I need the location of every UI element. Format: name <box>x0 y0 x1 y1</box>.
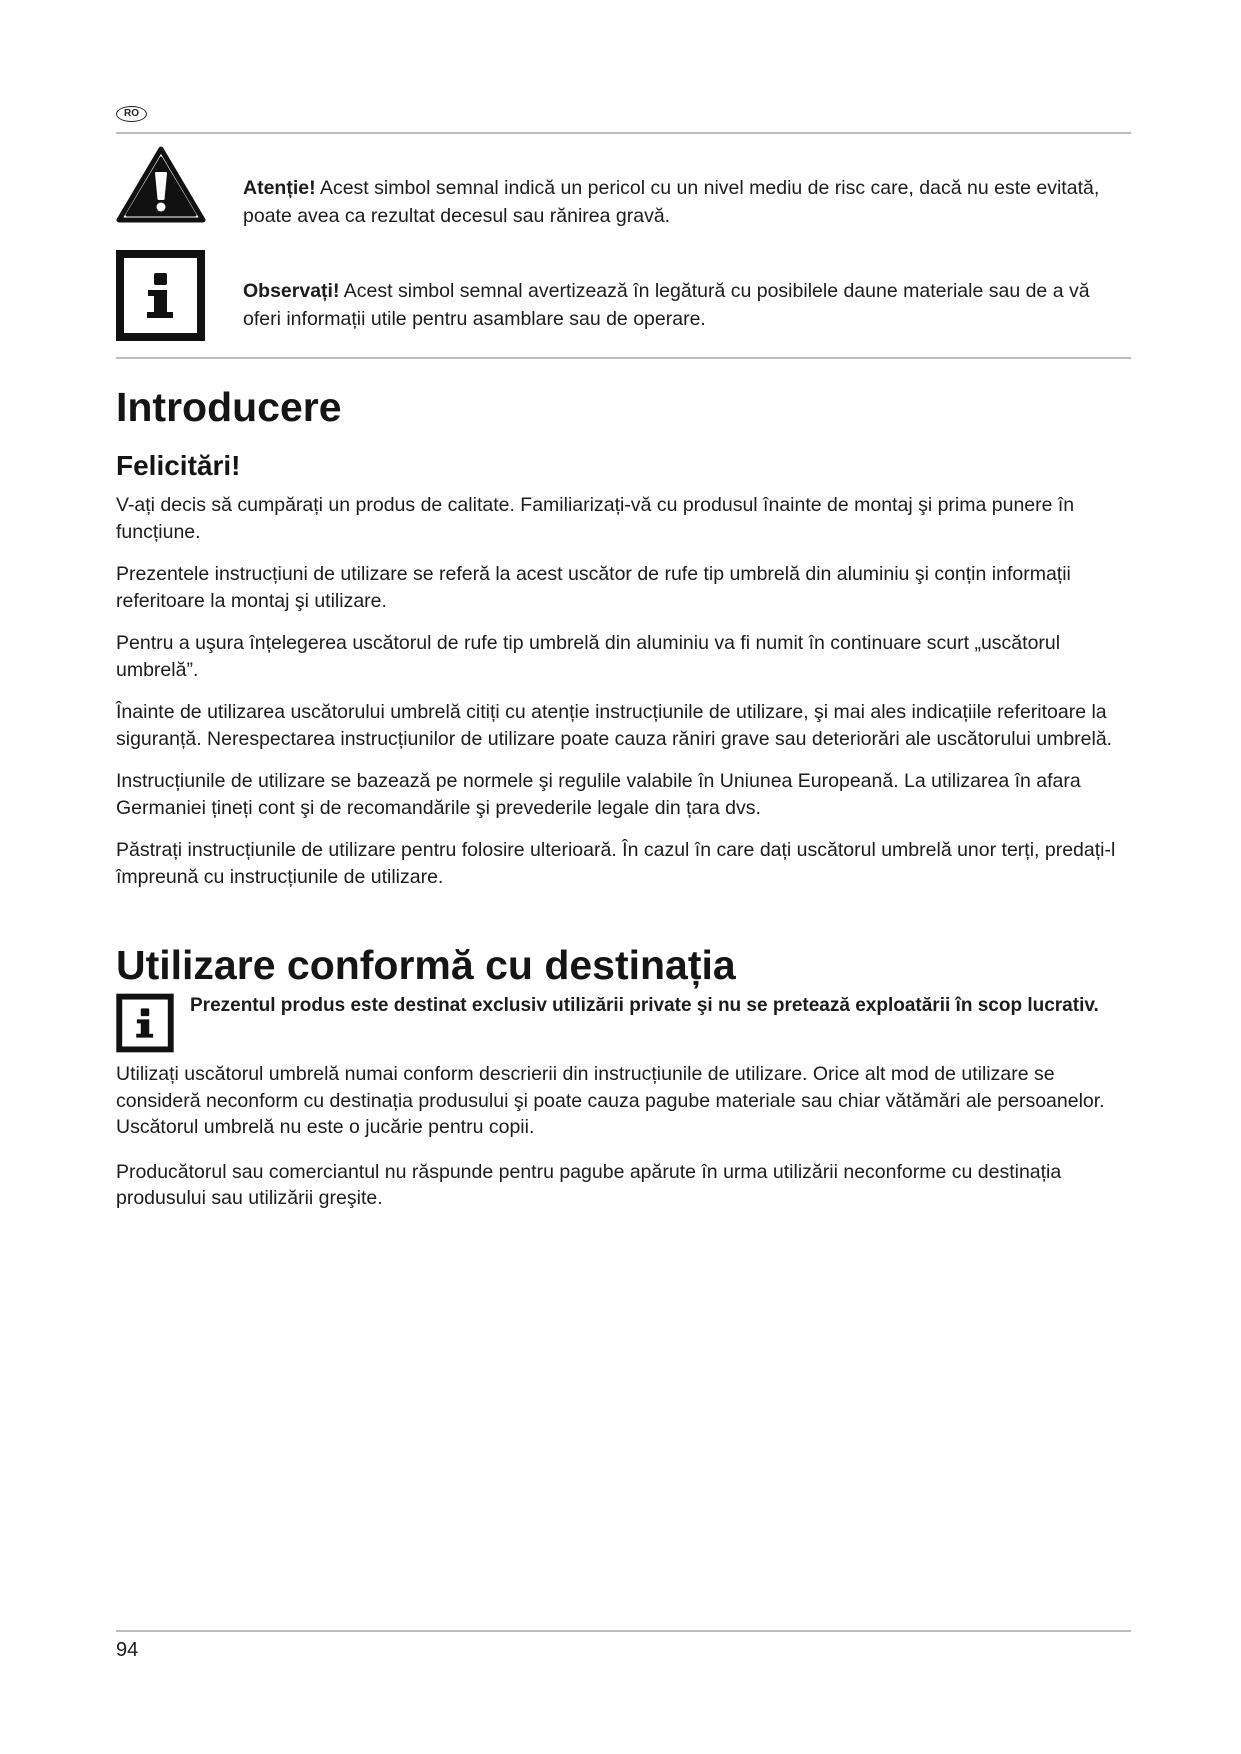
top-divider <box>116 132 1131 134</box>
observation-notice-label: Observați! <box>243 280 340 302</box>
observation-notice-text: Acest simbol semnal avertizează în legătură cu posibilele daune materiale sau de a vă oferi informații utile pentru asamblare sau de operare. <box>243 280 1090 330</box>
observation-notice <box>243 277 1128 333</box>
intro-heading: Introducere <box>116 384 342 430</box>
main-content <box>116 384 1131 1212</box>
intended-use-note-text: Prezentul produs este destinat exclusiv utilizării private şi nu se pretează exploatării în scop lucrativ. <box>190 995 1099 1016</box>
warning-triangle-icon <box>116 146 206 223</box>
intended-use-heading: Utilizare conformă cu destinația <box>116 942 736 988</box>
intro-paragraph: Înainte de utilizarea uscătorului umbrelă citiți cu atenție instrucțiunile de utilizare, şi mai ales indicațiile referitoare la siguranță. Nerespectarea instrucțiunilor de utilizare poate cauza răniri grave sau deteriorări ale uscătorului umbrelă. <box>116 701 1113 750</box>
warning-notice-text: Acest simbol semnal indică un pericol cu un nivel mediu de risc care, dacă nu este evitată, poate avea ca rezultat decesul sau rănirea gravă. <box>243 177 1100 227</box>
info-icon <box>116 250 205 341</box>
page-number: 94 <box>116 1639 139 1661</box>
intended-use-paragraph: Producătorul sau comerciantul nu răspunde pentru pagube apărute în urma utilizării neconforme cu destinația produsului sau utilizării greşite. <box>116 1160 1062 1209</box>
intro-paragraph: Pentru a uşura înțelegerea uscătorul de rufe tip umbrelă din aluminiu va fi numit în continuare scurt „uscătorul umbrelă”. <box>116 632 1061 681</box>
warning-notice-label: Atenție! <box>243 177 316 199</box>
intended-use-paragraph: Utilizați uscătorul umbrelă numai conform descrierii din instrucțiunile de utilizare. Orice alt mod de utilizare se consideră neconform cu destinația produsului şi poate cauza pagube materiale sau chiar vătămări ale persoanelor. Uscătorul umbrelă nu este o jucărie pentru copii. <box>116 1063 1105 1138</box>
intended-use-note <box>116 993 1131 1053</box>
intro-paragraph: Instrucțiunile de utilizare se bazează pe normele şi regulile valabile în Uniunea Europeană. La utilizarea în afara Germaniei țineți cont şi de recomandările şi prevederile legale din țara dvs. <box>116 770 1081 819</box>
intro-paragraph: V-ați decis să cumpărați un produs de calitate. Familiarizați-vă cu produsul înainte de montaj şi prima punere în funcțiune. <box>116 494 1075 543</box>
notice-divider <box>116 357 1131 359</box>
language-badge: RO <box>116 106 147 122</box>
footer-divider <box>116 1630 1131 1632</box>
warning-notice <box>243 174 1128 230</box>
intro-paragraph: Păstrați instrucțiunile de utilizare pentru folosire ulterioară. În cazul în care dați uscătorul umbrelă unor terți, predați-l împreună cu instrucțiunile de utilizare. <box>116 839 1116 888</box>
intro-paragraph: Prezentele instrucțiuni de utilizare se referă la acest uscător de rufe tip umbrelă din aluminiu şi conțin informații referitoare la montaj şi utilizare. <box>116 563 1071 612</box>
info-icon <box>116 993 174 1053</box>
intro-subheading: Felicitări! <box>116 450 241 481</box>
